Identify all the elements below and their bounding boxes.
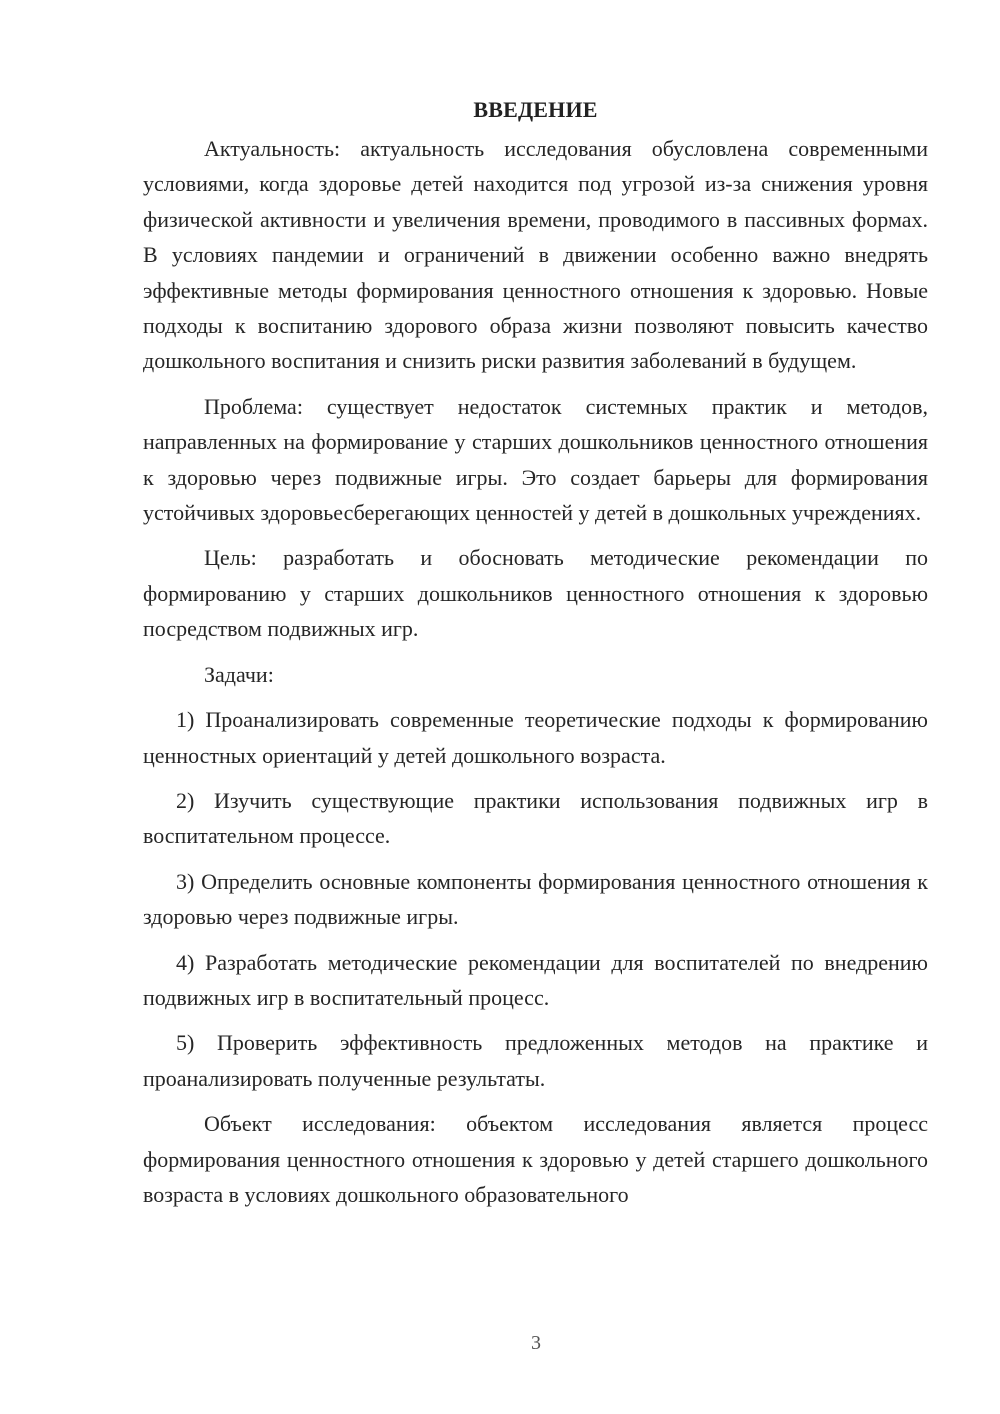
page-body [143,92,928,1212]
paragraph-goal: Цель: разработать и обосновать методические рекомендации по формированию у старших дошкольников ценностного отношения к здоровью посредством подвижных игр. [143,545,928,642]
task-item-4: 4) Разработать методические рекомендации для воспитателей по внедрению подвижных игр в воспитательный процесс. [143,949,928,1010]
page-number: 3 [531,1332,541,1354]
paragraph-problem: Проблема: существует недостаток системных практик и методов, направленных на формирование у старших дошкольников ценностного отношения к здоровью через подвижные игры. Это создает барьеры для формирования устойчивых здоровьесберегающих ценностей у детей в дошкольных учреждениях. [143,393,928,526]
paragraph-tasks-heading: Задачи: [204,661,274,687]
task-item-1: 1) Проанализировать современные теоретические подходы к формированию ценностных ориентаций у детей дошкольного возраста. [143,707,928,768]
task-item-5: 5) Проверить эффективность предложенных методов на практике и проанализировать полученные результаты. [143,1030,928,1091]
paragraph-relevance: Актуальность: актуальность исследования обусловлена современными условиями, когда здоровье детей находится под угрозой из-за снижения уровня физической активности и увеличения времени, проводимого в пассивных формах. В условиях пандемии и ограничений в движении особенно важно внедрять эффективные методы формирования ценностного отношения к здоровью. Новые подходы к воспитанию здорового образа жизни позволяют повысить качество дошкольного воспитания и снизить риски развития заболеваний в будущем. [143,136,928,374]
paragraph-object: Объект исследования: объектом исследования является процесс формирования ценностного отношения к здоровью у детей старшего дошкольного возраста в условиях дошкольного образовательного [143,1111,928,1207]
page-title: ВВЕДЕНИЕ [473,97,598,122]
task-item-2: 2) Изучить существующие практики использования подвижных игр в воспитательном процессе. [143,787,928,849]
task-item-3: 3) Определить основные компоненты формирования ценностного отношения к здоровью через подвижные игры. [143,868,928,930]
